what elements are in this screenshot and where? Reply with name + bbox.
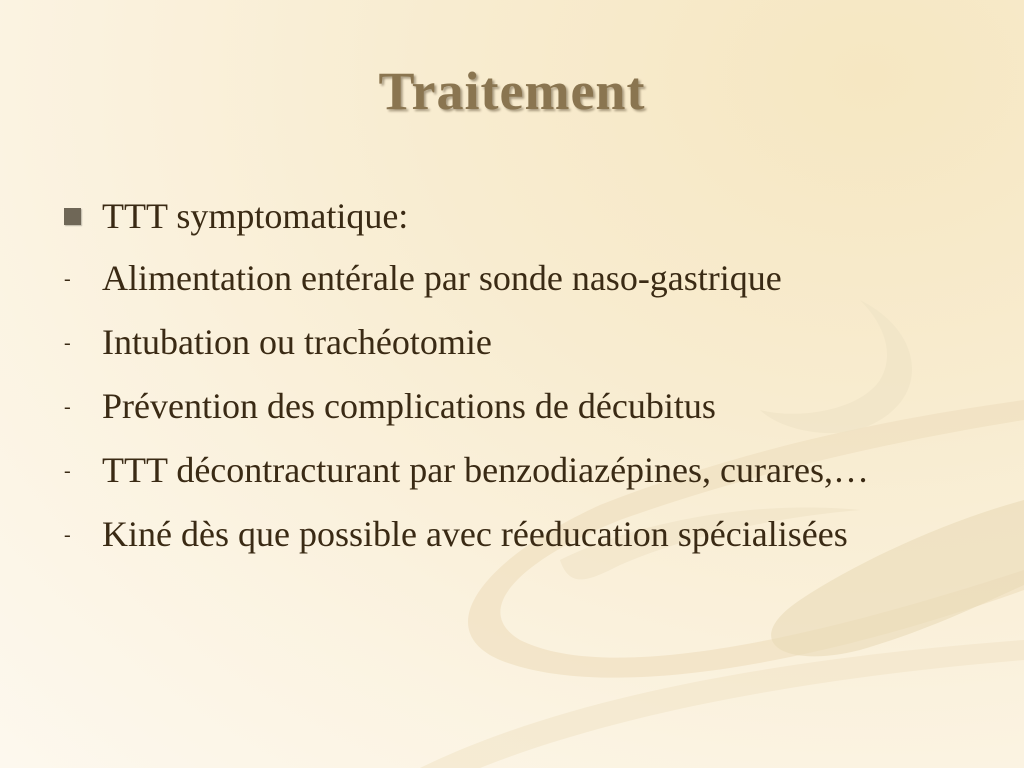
dash-marker: - (64, 460, 71, 482)
dash-item (56, 508, 956, 560)
bullet-list (56, 190, 956, 572)
dash-marker: - (64, 396, 71, 418)
dash-item-text: Alimentation entérale par sonde naso-gastrique (102, 258, 782, 298)
dash-item (56, 444, 956, 496)
bullet-text: TTT symptomatique: (102, 196, 409, 236)
bullet-item (56, 190, 956, 242)
dash-item-text: TTT décontracturant par benzodiazépines, curares,… (102, 450, 869, 490)
dash-marker: - (64, 332, 71, 354)
slide-title: Traitement (378, 61, 646, 121)
dash-item (56, 252, 956, 304)
dash-marker: - (64, 268, 71, 290)
dash-item (56, 380, 956, 432)
dash-item (56, 316, 956, 368)
dash-item-text: Kiné dès que possible avec réeducation spécialisées (102, 514, 848, 554)
dash-marker: - (64, 524, 71, 546)
dash-item-text: Prévention des complications de décubitus (102, 386, 716, 426)
dash-item-text: Intubation ou trachéotomie (102, 322, 492, 362)
square-bullet-icon (64, 208, 81, 225)
